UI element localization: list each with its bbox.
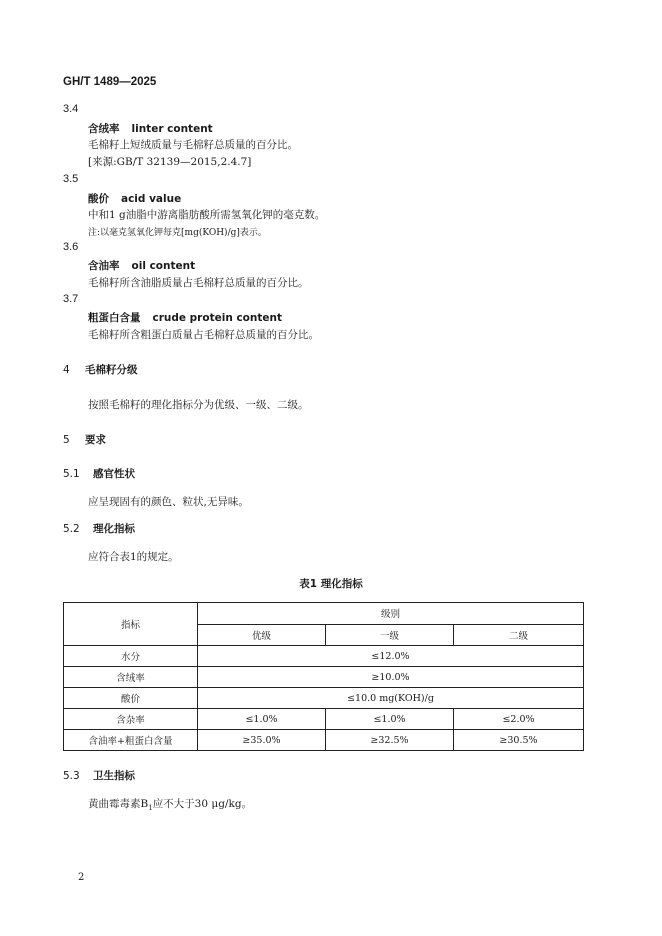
table-header-indicator: 指标 xyxy=(64,603,198,646)
term-en: acid value xyxy=(121,193,182,205)
term-en: linter content xyxy=(131,123,213,135)
row-label: 酸价 xyxy=(64,688,198,709)
table-caption: 表1 理化指标 xyxy=(299,578,363,590)
term-definition: 毛棉籽上短绒质量与毛棉籽总质量的百分比。 xyxy=(88,139,298,151)
section-heading xyxy=(63,362,138,377)
subsection-heading xyxy=(63,466,135,481)
text-suffix: 应不大于30 μg/kg。 xyxy=(152,798,253,810)
clause-number: 3.4 xyxy=(63,103,79,115)
cell-value: ≤2.0% xyxy=(454,709,584,730)
term-heading xyxy=(88,121,213,136)
clause-number: 3.5 xyxy=(63,173,79,185)
term-zh: 含油率 xyxy=(88,260,120,272)
row-merged-value: ≤12.0% xyxy=(198,646,584,667)
term-heading xyxy=(88,191,181,206)
table-row xyxy=(64,667,584,688)
subsection-title: 感官性状 xyxy=(93,468,135,480)
subsection-number: 5.1 xyxy=(63,468,80,480)
section-number: 5 xyxy=(63,434,70,446)
term-definition: 毛棉籽所含粗蛋白质量占毛棉籽总质量的百分比。 xyxy=(88,329,319,341)
term-en: oil content xyxy=(131,260,196,272)
term-en: crude protein content xyxy=(152,312,282,324)
clause-number: 3.6 xyxy=(63,241,79,253)
section-text: 应符合表1的规定。 xyxy=(88,551,179,563)
section-number: 4 xyxy=(63,364,70,376)
subscript: 1 xyxy=(148,804,153,813)
clause-number: 3.7 xyxy=(63,293,79,305)
row-label: 水分 xyxy=(64,646,198,667)
term-definition: 毛棉籽所含油脂质量占毛棉籽总质量的百分比。 xyxy=(88,277,309,289)
term-zh: 粗蛋白含量 xyxy=(88,312,141,324)
table-header-grade-first: 一级 xyxy=(326,624,454,646)
row-label: 含杂率 xyxy=(64,709,198,730)
term-zh: 酸价 xyxy=(88,193,109,205)
row-label: 含油率+粗蛋白含量 xyxy=(64,730,198,751)
term-source: [来源:GB/T 32139—2015,2.4.7] xyxy=(88,156,252,168)
table-header-grade: 级别 xyxy=(198,603,584,625)
subsection-heading xyxy=(63,768,135,783)
cell-value: ≥35.0% xyxy=(198,730,326,751)
section-text: 按照毛棉籽的理化指标分为优级、一级、二级。 xyxy=(88,399,309,411)
table-row xyxy=(64,646,584,667)
table-row xyxy=(64,688,584,709)
subsection-number: 5.2 xyxy=(63,523,80,535)
table-row xyxy=(64,730,584,751)
table-header-grade-premium: 优级 xyxy=(198,624,326,646)
cell-value: ≥30.5% xyxy=(454,730,584,751)
term-definition: 中和1 g油脂中游离脂肪酸所需氢氧化钾的毫克数。 xyxy=(88,209,326,221)
section-title: 毛棉籽分级 xyxy=(85,364,138,376)
row-merged-value: ≥10.0% xyxy=(198,667,584,688)
document-code: GH/T 1489—2025 xyxy=(63,76,157,88)
subsection-title: 理化指标 xyxy=(93,523,135,535)
cell-value: ≥32.5% xyxy=(326,730,454,751)
row-label: 含绒率 xyxy=(64,667,198,688)
section-text: 应呈现固有的颜色、粒状,无异味。 xyxy=(88,496,249,508)
text-prefix: 黄曲霉毒素B xyxy=(88,798,149,810)
cell-value: ≤1.0% xyxy=(198,709,326,730)
table-row xyxy=(64,709,584,730)
term-note: 注:以毫克氢氧化钾每克[mg(KOH)/g]表示。 xyxy=(88,228,267,238)
page-number: 2 xyxy=(78,872,85,883)
spec-table xyxy=(63,602,584,751)
subsection-title: 卫生指标 xyxy=(93,770,135,782)
row-merged-value: ≤10.0 mg(KOH)/g xyxy=(198,688,584,709)
table-header-row xyxy=(64,603,584,625)
table-header-grade-second: 二级 xyxy=(454,624,584,646)
subsection-heading xyxy=(63,521,135,536)
section-text xyxy=(88,796,252,812)
subsection-number: 5.3 xyxy=(63,770,80,782)
term-heading xyxy=(88,310,282,325)
term-heading xyxy=(88,258,195,273)
cell-value: ≤1.0% xyxy=(326,709,454,730)
section-title: 要求 xyxy=(85,434,106,446)
section-heading xyxy=(63,432,106,447)
term-zh: 含绒率 xyxy=(88,123,120,135)
